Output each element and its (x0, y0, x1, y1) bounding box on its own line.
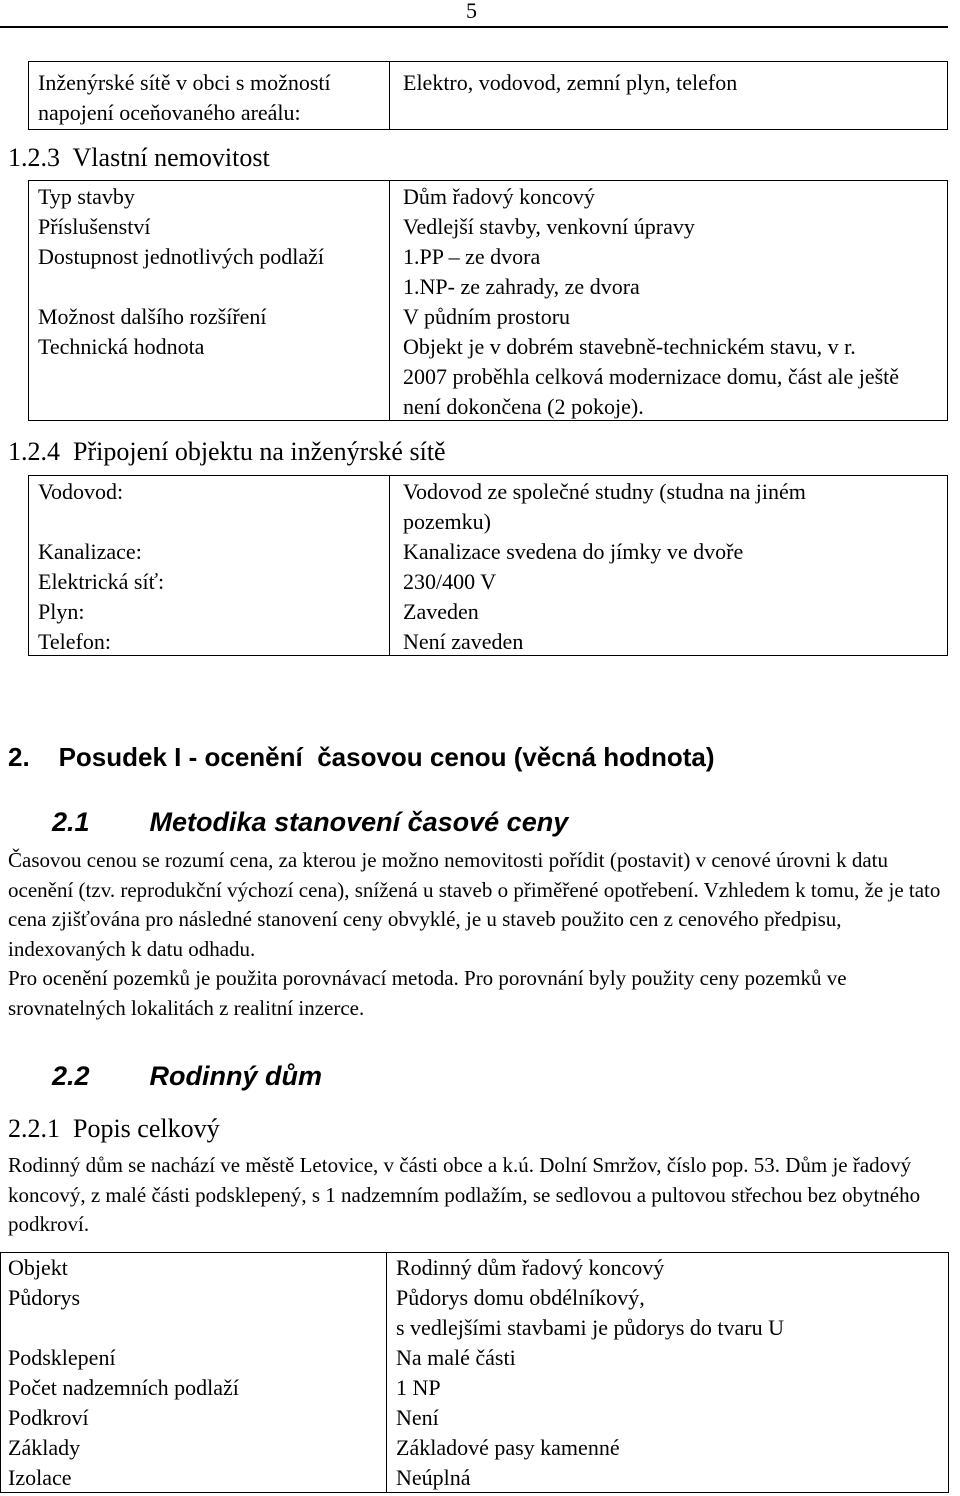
row-value: 1 NP (396, 1375, 441, 1400)
row-label: Kanalizace: (38, 539, 142, 564)
row-label: Příslušenství (38, 214, 151, 239)
row-label: Objekt (8, 1255, 68, 1280)
networks-label: Inženýrské sítě v obci s možností napojení oceňovaného areálu: (38, 70, 331, 125)
row-label: Izolace (8, 1465, 72, 1490)
header-rule (0, 26, 948, 28)
row-value: 1.NP- ze zahrady, ze dvora (403, 274, 640, 299)
row-value: Kanalizace svedena do jímky ve dvoře (403, 539, 744, 564)
paragraph-land-valuation: Pro ocenění pozemků je použita porovnávací metoda. Pro porovnání byly použity ceny pozemků ve srovnatelných lokalitách z realitní inzerce. (8, 966, 847, 1020)
section-heading-2-2-1: 2.2.1 Popis celkový (8, 1114, 220, 1143)
row-label: Plyn: (38, 599, 85, 624)
row-label: Počet nadzemních podlaží (8, 1375, 239, 1400)
section-title: Rodinný dům (149, 1061, 323, 1091)
row-value: Základové pasy kamenné (396, 1435, 620, 1460)
page-number: 5 (466, 0, 477, 23)
row-value: Není zaveden (403, 629, 524, 654)
row-label: Typ stavby (38, 184, 135, 209)
row-value: Není (396, 1405, 439, 1430)
row-value: s vedlejšími stavbami je půdorys do tvaru U (396, 1315, 784, 1340)
section-heading-2-2 (52, 1058, 322, 1094)
row-value: V půdním prostoru (403, 304, 571, 329)
row-label: Možnost dalšího rozšíření (38, 304, 267, 329)
row-value: Zaveden (403, 599, 479, 624)
section-heading-2: 2. Posudek I - ocenění časovou cenou (věcná hodnota) (8, 742, 715, 772)
section-heading-1-2-4: 1.2.4 Připojení objektu na inženýrské sítě (8, 437, 446, 466)
row-value: Vedlejší stavby, venkovní úpravy (403, 214, 695, 239)
section-number: 2.2 (52, 1061, 90, 1091)
row-value: Na malé části (396, 1345, 516, 1370)
row-label: Technická hodnota (38, 334, 205, 359)
row-label: Vodovod: (38, 479, 124, 504)
section-heading-2-1 (52, 804, 568, 840)
paragraph-methodology: Časovou cenou se rozumí cena, za kterou je možno nemovitosti pořídit (postavit) v cenové úrovni k datu ocenění (tzv. reprodukční výchozí cena), snížená u staveb o přiměřené opotřebení. Vzhledem k tomu, že je tato cena zjišťována pro následné stanovení ceny obvyklé, je u staveb použito cen z cenového předpisu, indexovaných k datu odhadu. (8, 848, 941, 961)
row-label: Základy (8, 1435, 81, 1460)
row-label: Elektrická síť: (38, 569, 165, 594)
row-label: Podkroví (8, 1405, 89, 1430)
row-value: Rodinný dům řadový koncový (396, 1255, 665, 1280)
row-label: Půdorys (8, 1285, 81, 1310)
row-label: Podsklepení (8, 1345, 116, 1370)
section-heading-1-2-3: 1.2.3 Vlastní nemovitost (8, 143, 270, 172)
row-label: Telefon: (38, 629, 111, 654)
row-value: Neúplná (396, 1465, 471, 1490)
row-value: 1.PP – ze dvora (403, 244, 541, 269)
paragraph-description: Rodinný dům se nachází ve městě Letovice, v části obce a k.ú. Dolní Smržov, číslo pop. 53. Dům je řadový koncový, z malé části podsklepený, s 1 nadzemním podlažím, se sedlovou a pultovou střechou bez obytného podkroví. (8, 1153, 921, 1237)
section-number: 2.1 (52, 807, 90, 837)
row-value: Vodovod ze společné studny (studna na jiném pozemku) (403, 479, 806, 534)
row-value: Dům řadový koncový (403, 184, 595, 209)
section-title: Metodika stanovení časové ceny (149, 807, 569, 837)
row-value: Půdorys domu obdélníkový, (396, 1285, 645, 1310)
row-value: 230/400 V (403, 569, 497, 594)
row-value: Objekt je v dobrém stavebně-technickém stavu, v r. 2007 proběhla celková modernizace domu, část ale ještě není dokončena (2 pokoje). (403, 334, 900, 419)
networks-value: Elektro, vodovod, zemní plyn, telefon (403, 70, 738, 95)
row-label: Dostupnost jednotlivých podlaží (38, 244, 324, 269)
